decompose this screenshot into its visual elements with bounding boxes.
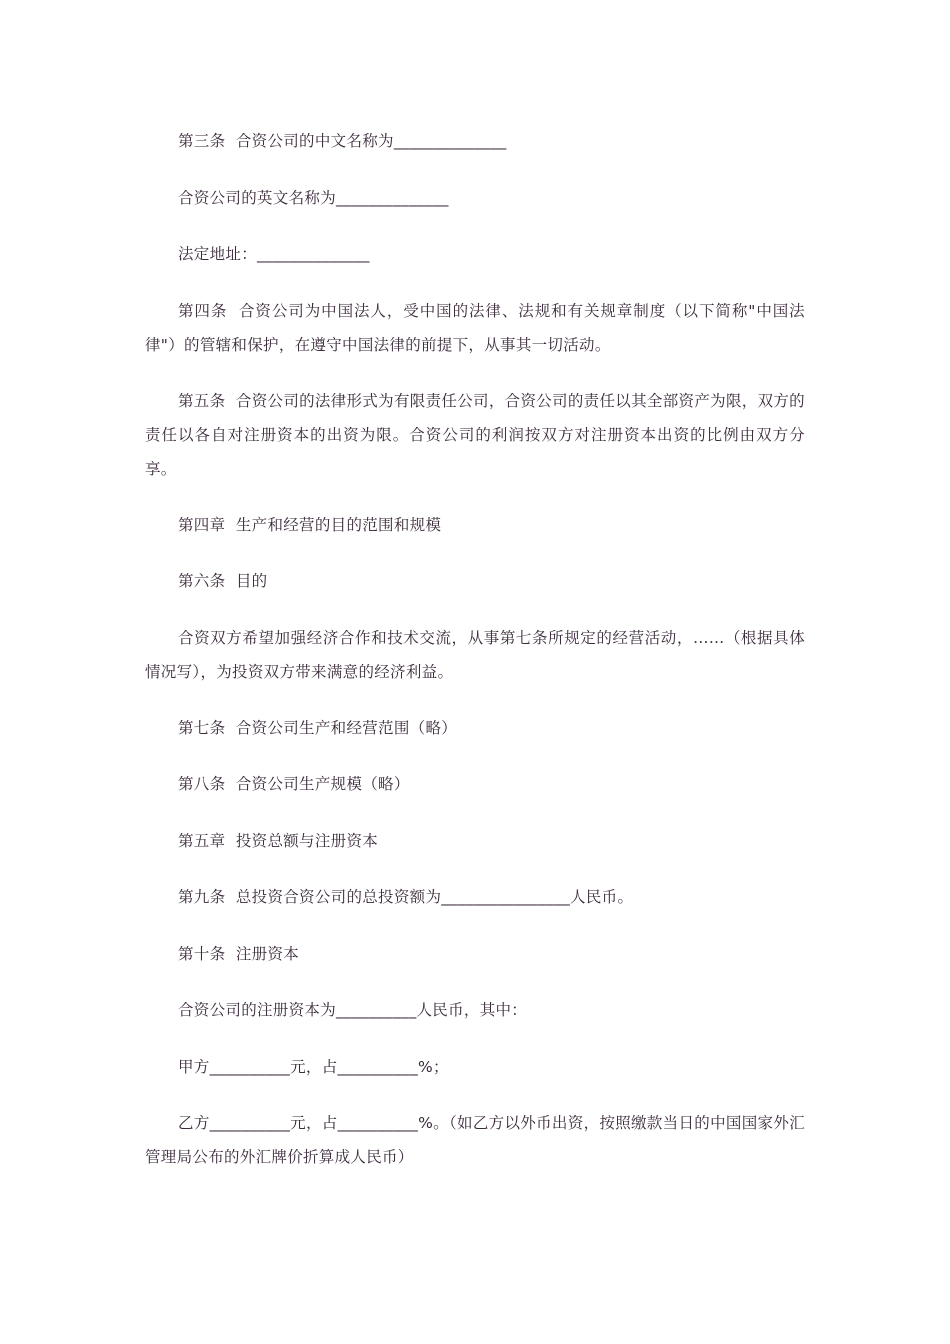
party-a-contribution: 甲方__________元，占__________%； xyxy=(178,1057,449,1076)
article-8-paragraph: 第八条 合资公司生产规模（略） xyxy=(178,775,410,793)
chapter-4-heading: 第四章 生产和经营的目的范围和规模 xyxy=(178,515,442,534)
article-4-paragraph: 第四条 合资公司为中国法人，受中国的法律、法规和有关规章制度（以下简称"中国法律"）的管辖和保护，在遵守中国法律的前提下，从事其一切活动。 xyxy=(145,301,805,354)
legal-address: 法定地址：______________ xyxy=(178,245,370,263)
chapter-5-heading: 第五章 投资总额与注册资本 xyxy=(178,831,379,850)
article-10-heading: 第十条 注册资本 xyxy=(178,944,300,963)
article-5-paragraph: 第五条 合资公司的法律形式为有限责任公司，合资公司的责任以其全部资产为限，双方的责任以各自对注册资本的出资为限。合资公司的利润按双方对注册资本出资的比例由双方分享。 xyxy=(145,391,805,478)
article-6-paragraph: 合资双方希望加强经济合作和技术交流，从事第七条所规定的经营活动，……（根据具体情况写），为投资双方带来满意的经济利益。 xyxy=(145,628,805,681)
article-7-paragraph: 第七条 合资公司生产和经营范围（略） xyxy=(178,718,458,737)
party-b-contribution: 乙方__________元，占__________%。（如乙方以外币出资，按照缴款当日的中国国家外汇管理局公布的外汇牌价折算成人民币） xyxy=(145,1114,805,1166)
article-6-heading: 第六条 目的 xyxy=(178,572,268,590)
article-9-paragraph: 第九条 总投资合资公司的总投资额为________________人民币。 xyxy=(178,888,634,906)
document-body xyxy=(145,124,805,1196)
article-3-chinese-name: 第三条 合资公司的中文名称为______________ xyxy=(178,132,507,150)
english-name: 合资公司的英文名称为______________ xyxy=(178,188,449,207)
registered-capital-paragraph: 合资公司的注册资本为__________人民币，其中： xyxy=(178,1001,528,1019)
